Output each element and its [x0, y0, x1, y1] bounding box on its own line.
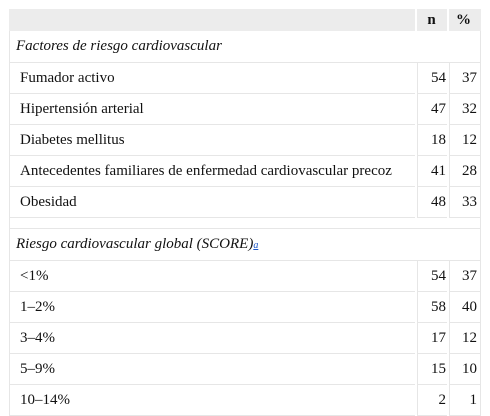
table-row	[9, 125, 481, 156]
row-n: 2	[417, 385, 447, 416]
table-row	[9, 187, 481, 218]
row-label: 1–2%	[9, 292, 415, 323]
section-row-global-risk-score	[9, 229, 481, 261]
row-n: 58	[417, 292, 447, 323]
row-pct: 12	[449, 125, 481, 156]
row-n: 15	[417, 354, 447, 385]
table-row	[9, 385, 481, 416]
table-row	[9, 292, 481, 323]
table-row	[9, 63, 481, 94]
section-title	[9, 229, 481, 261]
row-pct: 12	[449, 323, 481, 354]
row-n: 18	[417, 125, 447, 156]
risk-factors-table	[9, 9, 481, 416]
row-label: Antecedentes familiares de enfermedad cardiovascular precoz	[9, 156, 415, 187]
row-label: 3–4%	[9, 323, 415, 354]
row-n: 47	[417, 94, 447, 125]
row-n: 54	[417, 63, 447, 94]
row-n: 54	[417, 261, 447, 292]
row-label: <1%	[9, 261, 415, 292]
row-pct: 28	[449, 156, 481, 187]
table-row	[9, 323, 481, 354]
spacer-cell	[9, 218, 481, 229]
row-n: 41	[417, 156, 447, 187]
row-pct: 33	[449, 187, 481, 218]
row-label: Hipertensión arterial	[9, 94, 415, 125]
row-pct: 37	[449, 261, 481, 292]
row-label: Fumador activo	[9, 63, 415, 94]
section-row-cardiovascular-risk-factors	[9, 31, 481, 63]
header-percent: %	[449, 9, 481, 31]
row-label: Diabetes mellitus	[9, 125, 415, 156]
table-row	[9, 156, 481, 187]
section-spacer	[9, 218, 481, 229]
row-label: 5–9%	[9, 354, 415, 385]
row-label: 10–14%	[9, 385, 415, 416]
header-n: n	[417, 9, 447, 31]
row-pct: 37	[449, 63, 481, 94]
table-header-row	[9, 9, 481, 31]
row-n: 17	[417, 323, 447, 354]
table-row	[9, 94, 481, 125]
footnote-marker	[253, 237, 258, 252]
row-pct: 40	[449, 292, 481, 323]
table-row	[9, 261, 481, 292]
footnote-link[interactable]: a	[253, 240, 259, 251]
header-label-cell	[9, 9, 415, 31]
section-title: Factores de riesgo cardiovascular	[9, 31, 481, 63]
row-pct: 1	[449, 385, 481, 416]
row-label: Obesidad	[9, 187, 415, 218]
row-n: 48	[417, 187, 447, 218]
table-row	[9, 354, 481, 385]
row-pct: 32	[449, 94, 481, 125]
section-title-text: Riesgo cardiovascular global (SCORE)	[16, 236, 254, 252]
row-pct: 10	[449, 354, 481, 385]
